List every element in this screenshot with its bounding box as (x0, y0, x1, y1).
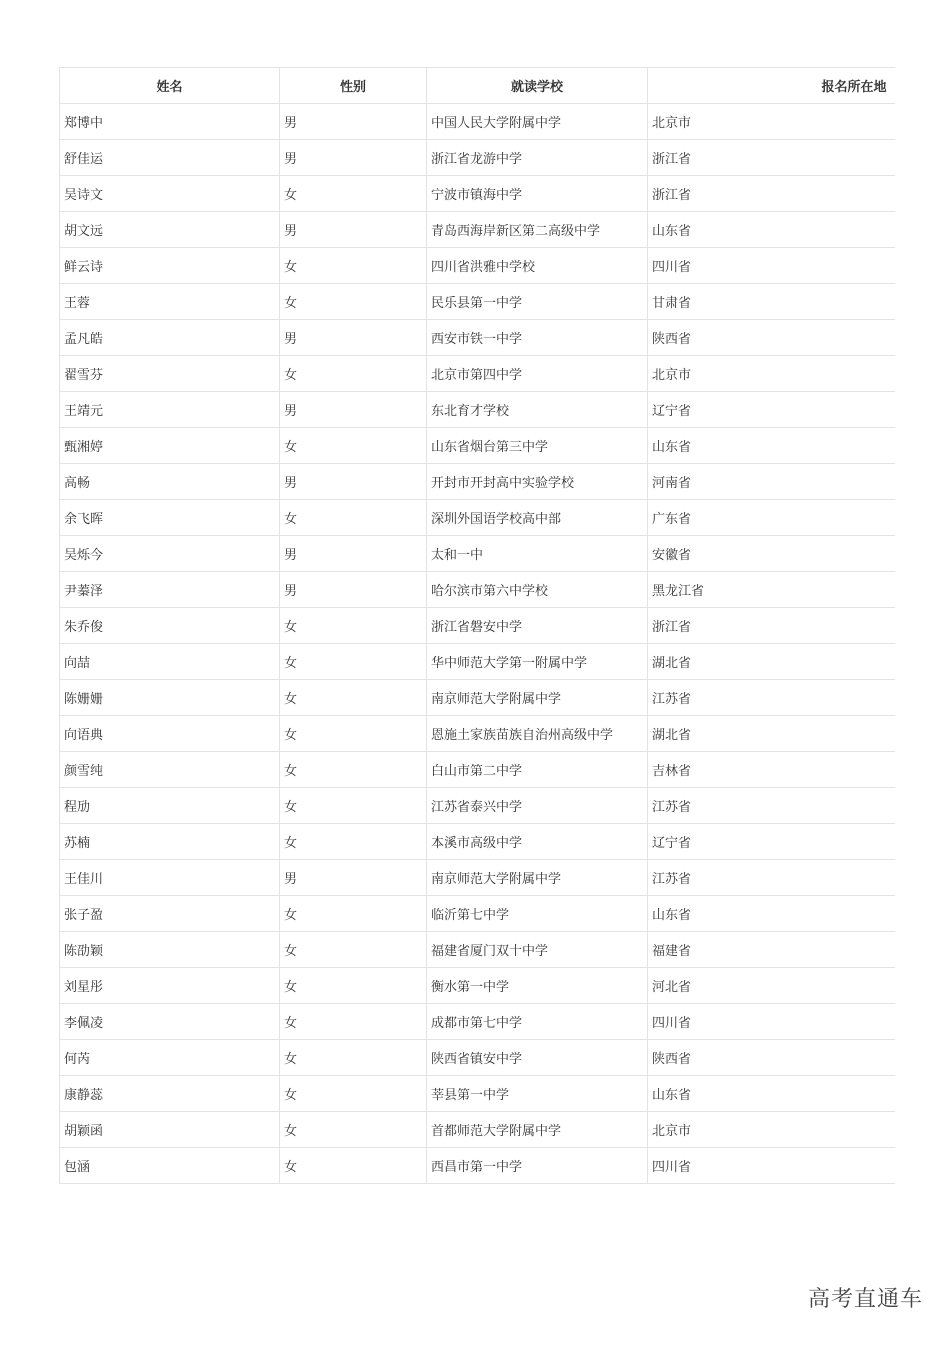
table-row (60, 572, 895, 608)
cell-location: 山东省 (648, 212, 895, 248)
cell-gender: 女 (280, 1076, 427, 1112)
cell-school: 临沂第七中学 (427, 896, 648, 932)
cell-location: 山东省 (648, 896, 895, 932)
cell-school: 莘县第一中学 (427, 1076, 648, 1112)
cell-school: 浙江省龙游中学 (427, 140, 648, 176)
cell-school: 成都市第七中学 (427, 1004, 648, 1040)
cell-school: 恩施土家族苗族自治州高级中学 (427, 716, 648, 752)
cell-gender: 男 (280, 536, 427, 572)
cell-location: 河北省 (648, 968, 895, 1004)
cell-name: 甄湘婷 (60, 428, 280, 464)
cell-location: 黑龙江省 (648, 572, 895, 608)
cell-name: 高畅 (60, 464, 280, 500)
cell-name: 康静蕊 (60, 1076, 280, 1112)
student-table (59, 67, 895, 1184)
table-row (60, 716, 895, 752)
cell-name: 苏楠 (60, 824, 280, 860)
cell-gender: 男 (280, 140, 427, 176)
table-row (60, 932, 895, 968)
cell-school: 开封市开封高中实验学校 (427, 464, 648, 500)
cell-location: 江苏省 (648, 860, 895, 896)
cell-gender: 女 (280, 284, 427, 320)
cell-location: 四川省 (648, 1148, 895, 1184)
table-row (60, 140, 895, 176)
cell-gender: 女 (280, 176, 427, 212)
cell-name: 程劢 (60, 788, 280, 824)
cell-name: 王佳川 (60, 860, 280, 896)
cell-gender: 女 (280, 1040, 427, 1076)
table-row (60, 788, 895, 824)
cell-gender: 女 (280, 752, 427, 788)
cell-name: 包涵 (60, 1148, 280, 1184)
cell-location: 河南省 (648, 464, 895, 500)
cell-name: 舒佳运 (60, 140, 280, 176)
cell-location: 北京市 (648, 356, 895, 392)
table-row (60, 176, 895, 212)
cell-school: 宁波市镇海中学 (427, 176, 648, 212)
table-row (60, 428, 895, 464)
cell-gender: 男 (280, 320, 427, 356)
cell-school: 山东省烟台第三中学 (427, 428, 648, 464)
cell-name: 张子盈 (60, 896, 280, 932)
cell-gender: 男 (280, 104, 427, 140)
cell-gender: 男 (280, 860, 427, 896)
cell-name: 刘星彤 (60, 968, 280, 1004)
cell-gender: 女 (280, 716, 427, 752)
cell-school: 衡水第一中学 (427, 968, 648, 1004)
watermark-text: 高考直通车 (807, 1287, 923, 1312)
table-row (60, 968, 895, 1004)
cell-gender: 女 (280, 500, 427, 536)
cell-name: 孟凡皓 (60, 320, 280, 356)
cell-location: 江苏省 (648, 788, 895, 824)
cell-location: 浙江省 (648, 140, 895, 176)
cell-school: 西安市铁一中学 (427, 320, 648, 356)
cell-school: 东北育才学校 (427, 392, 648, 428)
cell-location: 浙江省 (648, 176, 895, 212)
cell-location: 吉林省 (648, 752, 895, 788)
cell-location: 广东省 (648, 500, 895, 536)
table-row (60, 1076, 895, 1112)
table-row (60, 860, 895, 896)
cell-gender: 女 (280, 896, 427, 932)
cell-name: 王蓉 (60, 284, 280, 320)
cell-gender: 女 (280, 788, 427, 824)
table-row (60, 608, 895, 644)
cell-school: 华中师范大学第一附属中学 (427, 644, 648, 680)
cell-gender: 女 (280, 428, 427, 464)
cell-school: 深圳外国语学校高中部 (427, 500, 648, 536)
cell-school: 哈尔滨市第六中学校 (427, 572, 648, 608)
cell-gender: 女 (280, 932, 427, 968)
cell-school: 民乐县第一中学 (427, 284, 648, 320)
table-row (60, 500, 895, 536)
cell-location: 安徽省 (648, 536, 895, 572)
cell-location: 湖北省 (648, 716, 895, 752)
cell-location: 四川省 (648, 248, 895, 284)
cell-name: 尹蓁泽 (60, 572, 280, 608)
table-row (60, 680, 895, 716)
cell-school: 南京师范大学附属中学 (427, 860, 648, 896)
cell-gender: 女 (280, 608, 427, 644)
cell-gender: 女 (280, 1148, 427, 1184)
table-row (60, 1148, 895, 1184)
cell-gender: 男 (280, 572, 427, 608)
cell-name: 李佩凌 (60, 1004, 280, 1040)
table-row (60, 896, 895, 932)
table-row (60, 392, 895, 428)
cell-name: 郑博中 (60, 104, 280, 140)
cell-location: 辽宁省 (648, 824, 895, 860)
header-row (60, 68, 895, 104)
cell-name: 王靖元 (60, 392, 280, 428)
cell-name: 朱乔俊 (60, 608, 280, 644)
cell-name: 向语典 (60, 716, 280, 752)
table-row (60, 212, 895, 248)
cell-gender: 女 (280, 644, 427, 680)
cell-name: 向喆 (60, 644, 280, 680)
cell-name: 陈劭颖 (60, 932, 280, 968)
cell-name: 翟雪芬 (60, 356, 280, 392)
cell-location: 湖北省 (648, 644, 895, 680)
cell-school: 青岛西海岸新区第二高级中学 (427, 212, 648, 248)
cell-location: 北京市 (648, 1112, 895, 1148)
cell-name: 吴烁今 (60, 536, 280, 572)
cell-school: 太和一中 (427, 536, 648, 572)
cell-school: 四川省洪雅中学校 (427, 248, 648, 284)
header-location: 报名所在地 (648, 68, 895, 104)
cell-gender: 男 (280, 212, 427, 248)
table-row (60, 284, 895, 320)
table-body (60, 104, 895, 1184)
student-table-container (59, 67, 894, 1184)
cell-gender: 女 (280, 968, 427, 1004)
cell-name: 何芮 (60, 1040, 280, 1076)
cell-location: 辽宁省 (648, 392, 895, 428)
cell-school: 西昌市第一中学 (427, 1148, 648, 1184)
cell-location: 北京市 (648, 104, 895, 140)
cell-name: 余飞晖 (60, 500, 280, 536)
table-row (60, 1112, 895, 1148)
cell-name: 胡文远 (60, 212, 280, 248)
header-gender: 性别 (280, 68, 427, 104)
cell-name: 鲜云诗 (60, 248, 280, 284)
cell-location: 浙江省 (648, 608, 895, 644)
cell-gender: 男 (280, 392, 427, 428)
cell-location: 福建省 (648, 932, 895, 968)
cell-school: 福建省厦门双十中学 (427, 932, 648, 968)
cell-name: 胡颖函 (60, 1112, 280, 1148)
cell-school: 浙江省磐安中学 (427, 608, 648, 644)
cell-location: 江苏省 (648, 680, 895, 716)
cell-school: 江苏省泰兴中学 (427, 788, 648, 824)
cell-gender: 女 (280, 248, 427, 284)
cell-gender: 女 (280, 356, 427, 392)
cell-gender: 男 (280, 464, 427, 500)
cell-school: 中国人民大学附属中学 (427, 104, 648, 140)
table-row (60, 536, 895, 572)
table-row (60, 1004, 895, 1040)
cell-location: 山东省 (648, 1076, 895, 1112)
cell-gender: 女 (280, 680, 427, 716)
cell-gender: 女 (280, 1112, 427, 1148)
table-row (60, 644, 895, 680)
table-row (60, 104, 895, 140)
cell-location: 陕西省 (648, 320, 895, 356)
cell-name: 吴诗文 (60, 176, 280, 212)
cell-location: 山东省 (648, 428, 895, 464)
cell-school: 白山市第二中学 (427, 752, 648, 788)
cell-school: 南京师范大学附属中学 (427, 680, 648, 716)
table-row (60, 248, 895, 284)
table-header (60, 68, 895, 104)
table-row (60, 1040, 895, 1076)
cell-school: 北京市第四中学 (427, 356, 648, 392)
cell-school: 本溪市高级中学 (427, 824, 648, 860)
table-row (60, 824, 895, 860)
table-row (60, 752, 895, 788)
cell-school: 陕西省镇安中学 (427, 1040, 648, 1076)
cell-location: 四川省 (648, 1004, 895, 1040)
cell-gender: 女 (280, 824, 427, 860)
header-school: 就读学校 (427, 68, 648, 104)
cell-name: 陈姗姗 (60, 680, 280, 716)
cell-gender: 女 (280, 1004, 427, 1040)
header-name: 姓名 (60, 68, 280, 104)
cell-school: 首都师范大学附属中学 (427, 1112, 648, 1148)
cell-name: 颜雪纯 (60, 752, 280, 788)
table-row (60, 464, 895, 500)
cell-location: 甘肃省 (648, 284, 895, 320)
table-row (60, 356, 895, 392)
table-row (60, 320, 895, 356)
cell-location: 陕西省 (648, 1040, 895, 1076)
